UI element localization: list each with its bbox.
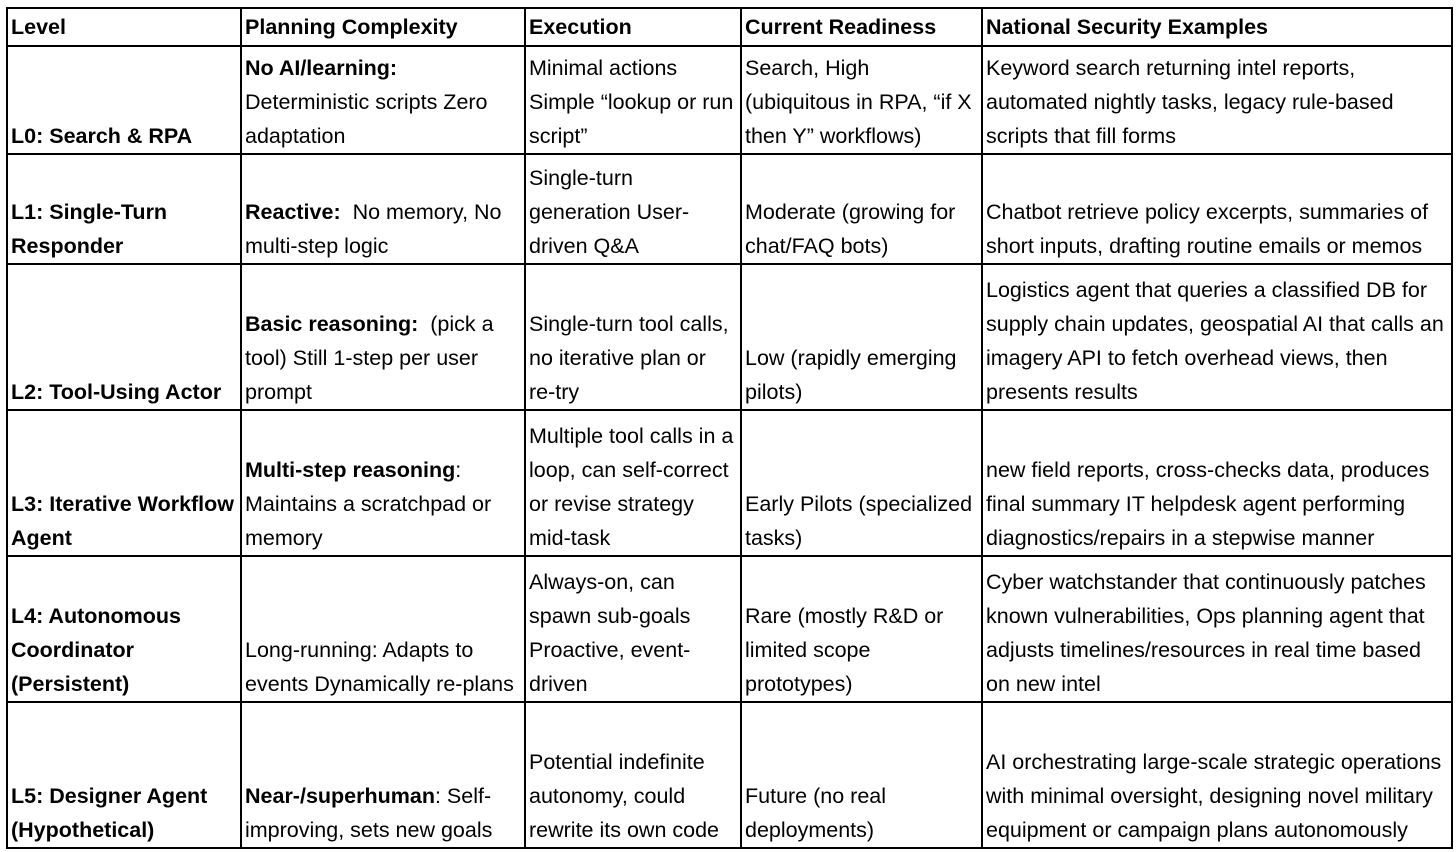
- agent-levels-table: [6, 7, 1453, 849]
- execution-cell: Minimal actions Simple “lookup or run script”: [525, 46, 741, 154]
- examples-cell: Logistics agent that queries a classified DB for supply chain updates, geospatial AI that calls an imagery API to fetch overhead views, then presents results: [982, 264, 1452, 410]
- execution-cell: Always-on, can spawn sub-goals Proactive, event-driven: [525, 556, 741, 702]
- planning-cell: [241, 264, 525, 410]
- planning-bold: Basic reasoning:: [245, 312, 419, 336]
- table-row: [7, 410, 1452, 556]
- level-cell: L5: Designer Agent (Hypothetical): [7, 702, 241, 848]
- planning-text: Deterministic scripts Zero adaptation: [245, 90, 488, 148]
- table-row: [7, 264, 1452, 410]
- planning-cell: [241, 46, 525, 154]
- planning-bold: Near-/superhuman: [245, 784, 435, 808]
- table-row: [7, 46, 1452, 154]
- readiness-cell: Future (no real deployments): [741, 702, 982, 848]
- level-cell: L0: Search & RPA: [7, 46, 241, 154]
- examples-cell: Chatbot retrieve policy excerpts, summaries of short inputs, drafting routine emails or memos: [982, 154, 1452, 264]
- header-planning: Planning Complexity: [241, 8, 525, 46]
- readiness-cell: Low (rapidly emerging pilots): [741, 264, 982, 410]
- planning-text: (pick a tool) Still 1-step per user prompt: [245, 312, 494, 404]
- execution-cell: Single-turn generation User-driven Q&A: [525, 154, 741, 264]
- planning-text: No memory, No multi-step logic: [245, 200, 502, 258]
- level-cell: L4: Autonomous Coordinator (Persistent): [7, 556, 241, 702]
- readiness-cell: Search, High (ubiquitous in RPA, “if X then Y” workflows): [741, 46, 982, 154]
- planning-bold: Multi-step reasoning: [245, 458, 456, 482]
- planning-cell: [241, 154, 525, 264]
- examples-cell: AI orchestrating large-scale strategic operations with minimal oversight, designing novel military equipment or campaign plans autonomously: [982, 702, 1452, 848]
- planning-cell: Long-running: Adapts to events Dynamically re-plans: [241, 556, 525, 702]
- header-execution: Execution: [525, 8, 741, 46]
- execution-cell: Potential indefinite autonomy, could rewrite its own code: [525, 702, 741, 848]
- level-cell: L1: Single-Turn Responder: [7, 154, 241, 264]
- execution-cell: Multiple tool calls in a loop, can self-correct or revise strategy mid-task: [525, 410, 741, 556]
- header-readiness: Current Readiness: [741, 8, 982, 46]
- examples-cell: Cyber watchstander that continuously patches known vulnerabilities, Ops planning agent that adjusts timelines/resources in real time based on new intel: [982, 556, 1452, 702]
- level-cell: L2: Tool-Using Actor: [7, 264, 241, 410]
- planning-bold: Reactive:: [245, 200, 341, 224]
- planning-cell: [241, 702, 525, 848]
- header-examples: National Security Examples: [982, 8, 1452, 46]
- readiness-cell: Early Pilots (specialized tasks): [741, 410, 982, 556]
- table-row: [7, 154, 1452, 264]
- planning-text: : Self-improving, sets new goals: [245, 784, 493, 842]
- execution-cell: Single-turn tool calls, no iterative plan or re-try: [525, 264, 741, 410]
- header-level: Level: [7, 8, 241, 46]
- header-row: [7, 8, 1452, 46]
- examples-cell: new field reports, cross-checks data, produces final summary IT helpdesk agent performing diagnostics/repairs in a stepwise manner: [982, 410, 1452, 556]
- readiness-cell: Rare (mostly R&D or limited scope prototypes): [741, 556, 982, 702]
- examples-cell: Keyword search returning intel reports, automated nightly tasks, legacy rule-based scripts that fill forms: [982, 46, 1452, 154]
- planning-cell: [241, 410, 525, 556]
- table-row: [7, 556, 1452, 702]
- readiness-cell: Moderate (growing for chat/FAQ bots): [741, 154, 982, 264]
- planning-text: : Maintains a scratchpad or memory: [245, 458, 492, 550]
- level-cell: L3: Iterative Workflow Agent: [7, 410, 241, 556]
- table-row: [7, 702, 1452, 848]
- planning-bold: No AI/learning:: [245, 56, 398, 80]
